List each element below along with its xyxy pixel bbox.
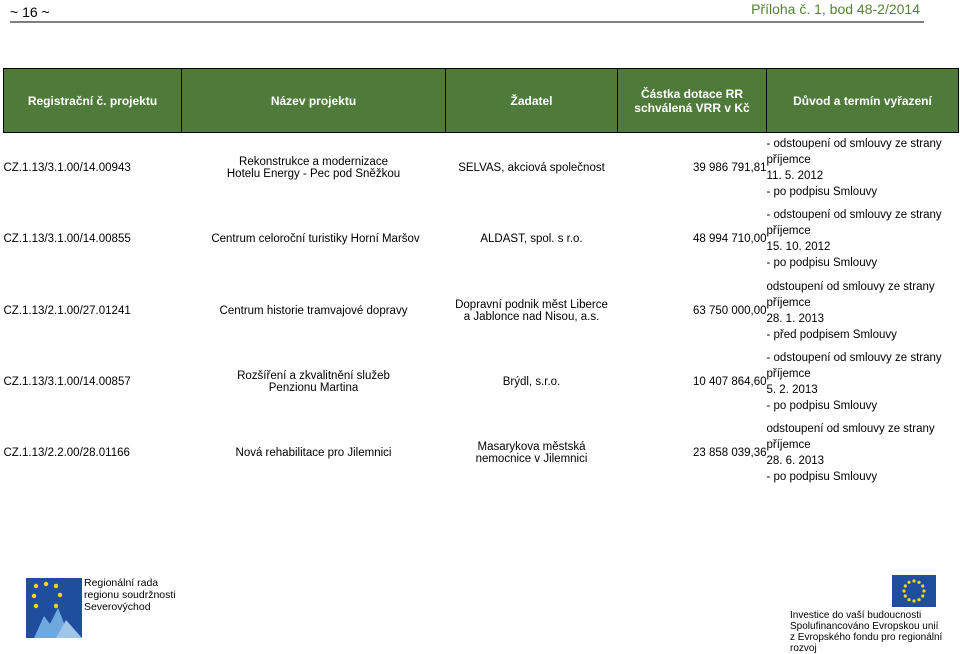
reason-line: - odstoupení od smlouvy ze strany příjemce xyxy=(766,352,942,381)
amount: 48 994 710,00 xyxy=(692,233,767,246)
project-name: Nová rehabilitace pro Jilemnici xyxy=(235,447,392,460)
table-row xyxy=(4,346,959,417)
reason-date: 28. 1. 2013 xyxy=(766,312,825,325)
eu-funding-note xyxy=(790,610,960,654)
project-name: Centrum historie tramvajové dopravy xyxy=(219,304,408,317)
table-row xyxy=(4,204,959,275)
header-reason: Důvod a termín vyřazení xyxy=(767,69,959,133)
header-amount-text: Částka dotace RR schválená VRR v Kč xyxy=(634,86,750,115)
invest-line: Spolufinancováno Evropskou unií xyxy=(790,621,939,632)
region-line: Regionální rada xyxy=(84,577,159,589)
reason-line: - po podpisu Smlouvy xyxy=(766,471,878,484)
reason-line: odstoupení od smlouvy ze strany příjemce xyxy=(766,423,935,452)
applicant xyxy=(446,418,618,489)
header-name: Název projektu xyxy=(182,69,446,133)
reg-number: CZ.1.13/3.1.00/14.00857 xyxy=(3,376,131,389)
project-name-text: Rekonstrukce a modernizace Hotelu Energy - Pec pod Sněžkou xyxy=(226,156,401,181)
reason-date: 15. 10. 2012 xyxy=(766,241,831,254)
header-amount xyxy=(618,69,767,133)
applicant-text: Dopravní podnik měst Liberce a Jablonce nad Nisou, a.s. xyxy=(455,298,608,323)
region-name xyxy=(84,577,176,613)
reason-line: - před podpisem Smlouvy xyxy=(766,328,897,341)
reason-line: - po podpisu Smlouvy xyxy=(766,400,878,413)
reason-line: - po podpisu Smlouvy xyxy=(766,257,878,270)
amount: 39 986 791,81 xyxy=(692,162,767,175)
reason-line: - odstoupení od smlouvy ze strany příjemce xyxy=(766,138,942,167)
reason-line: - po podpisu Smlouvy xyxy=(766,186,878,199)
applicant: SELVAS, akciová společnost xyxy=(458,162,605,175)
reason-date: 28. 6. 2013 xyxy=(766,455,825,468)
reason-line: odstoupení od smlouvy ze strany příjemce xyxy=(766,280,935,309)
project-name-text: Rozšíření a zkvalitnění služeb Penzionu Martina xyxy=(237,370,390,395)
applicant xyxy=(446,275,618,346)
reason xyxy=(767,204,959,275)
header-applicant: Žadatel xyxy=(446,69,618,133)
reg-number: CZ.1.13/3.1.00/14.00943 xyxy=(3,162,131,175)
reg-number: CZ.1.13/3.1.00/14.00855 xyxy=(3,233,131,246)
header-divider xyxy=(10,21,924,23)
invest-line: z Evropského fondu pro regionální rozvoj xyxy=(790,632,943,654)
reason xyxy=(767,275,959,346)
table-header-row xyxy=(4,69,959,133)
applicant: Brýdl, s.r.o. xyxy=(502,376,561,389)
applicant-text: Masarykova městská nemocnice v Jilemnici xyxy=(475,441,588,466)
reason-date: 11. 5. 2012 xyxy=(766,170,824,183)
amount: 23 858 039,36 xyxy=(692,447,767,460)
reason-date: 5. 2. 2013 xyxy=(766,384,818,397)
region-line: regionu soudržnosti xyxy=(84,589,176,601)
header-reg: Registrační č. projektu xyxy=(4,69,182,133)
region-line: Severovýchod xyxy=(84,601,151,613)
reason xyxy=(767,418,959,489)
reg-number: CZ.1.13/2.1.00/27.01241 xyxy=(3,304,131,317)
reason-line: - odstoupení od smlouvy ze strany příjemce xyxy=(766,209,942,238)
project-name xyxy=(182,346,446,417)
page-number: ~ 16 ~ xyxy=(10,4,50,20)
reason xyxy=(767,346,959,417)
table-row xyxy=(4,275,959,346)
amount: 63 750 000,00 xyxy=(692,304,767,317)
project-name: Centrum celoroční turistiky Horní Maršov xyxy=(211,233,420,246)
excluded-projects-table xyxy=(3,68,959,489)
amount: 10 407 864,60 xyxy=(692,376,767,389)
invest-line: Investice do vaší budoucnosti xyxy=(790,610,922,621)
project-name xyxy=(182,133,446,204)
region-logo-icon xyxy=(26,578,82,638)
applicant: ALDAST, spol. s r.o. xyxy=(480,233,583,246)
reg-number: CZ.1.13/2.2.00/28.01166 xyxy=(3,447,130,460)
table-row xyxy=(4,418,959,489)
eu-flag-icon xyxy=(892,575,936,607)
reason xyxy=(767,133,959,204)
attachment-label: Příloha č. 1, bod 48-2/2014 xyxy=(751,1,920,17)
table-row xyxy=(4,133,959,204)
